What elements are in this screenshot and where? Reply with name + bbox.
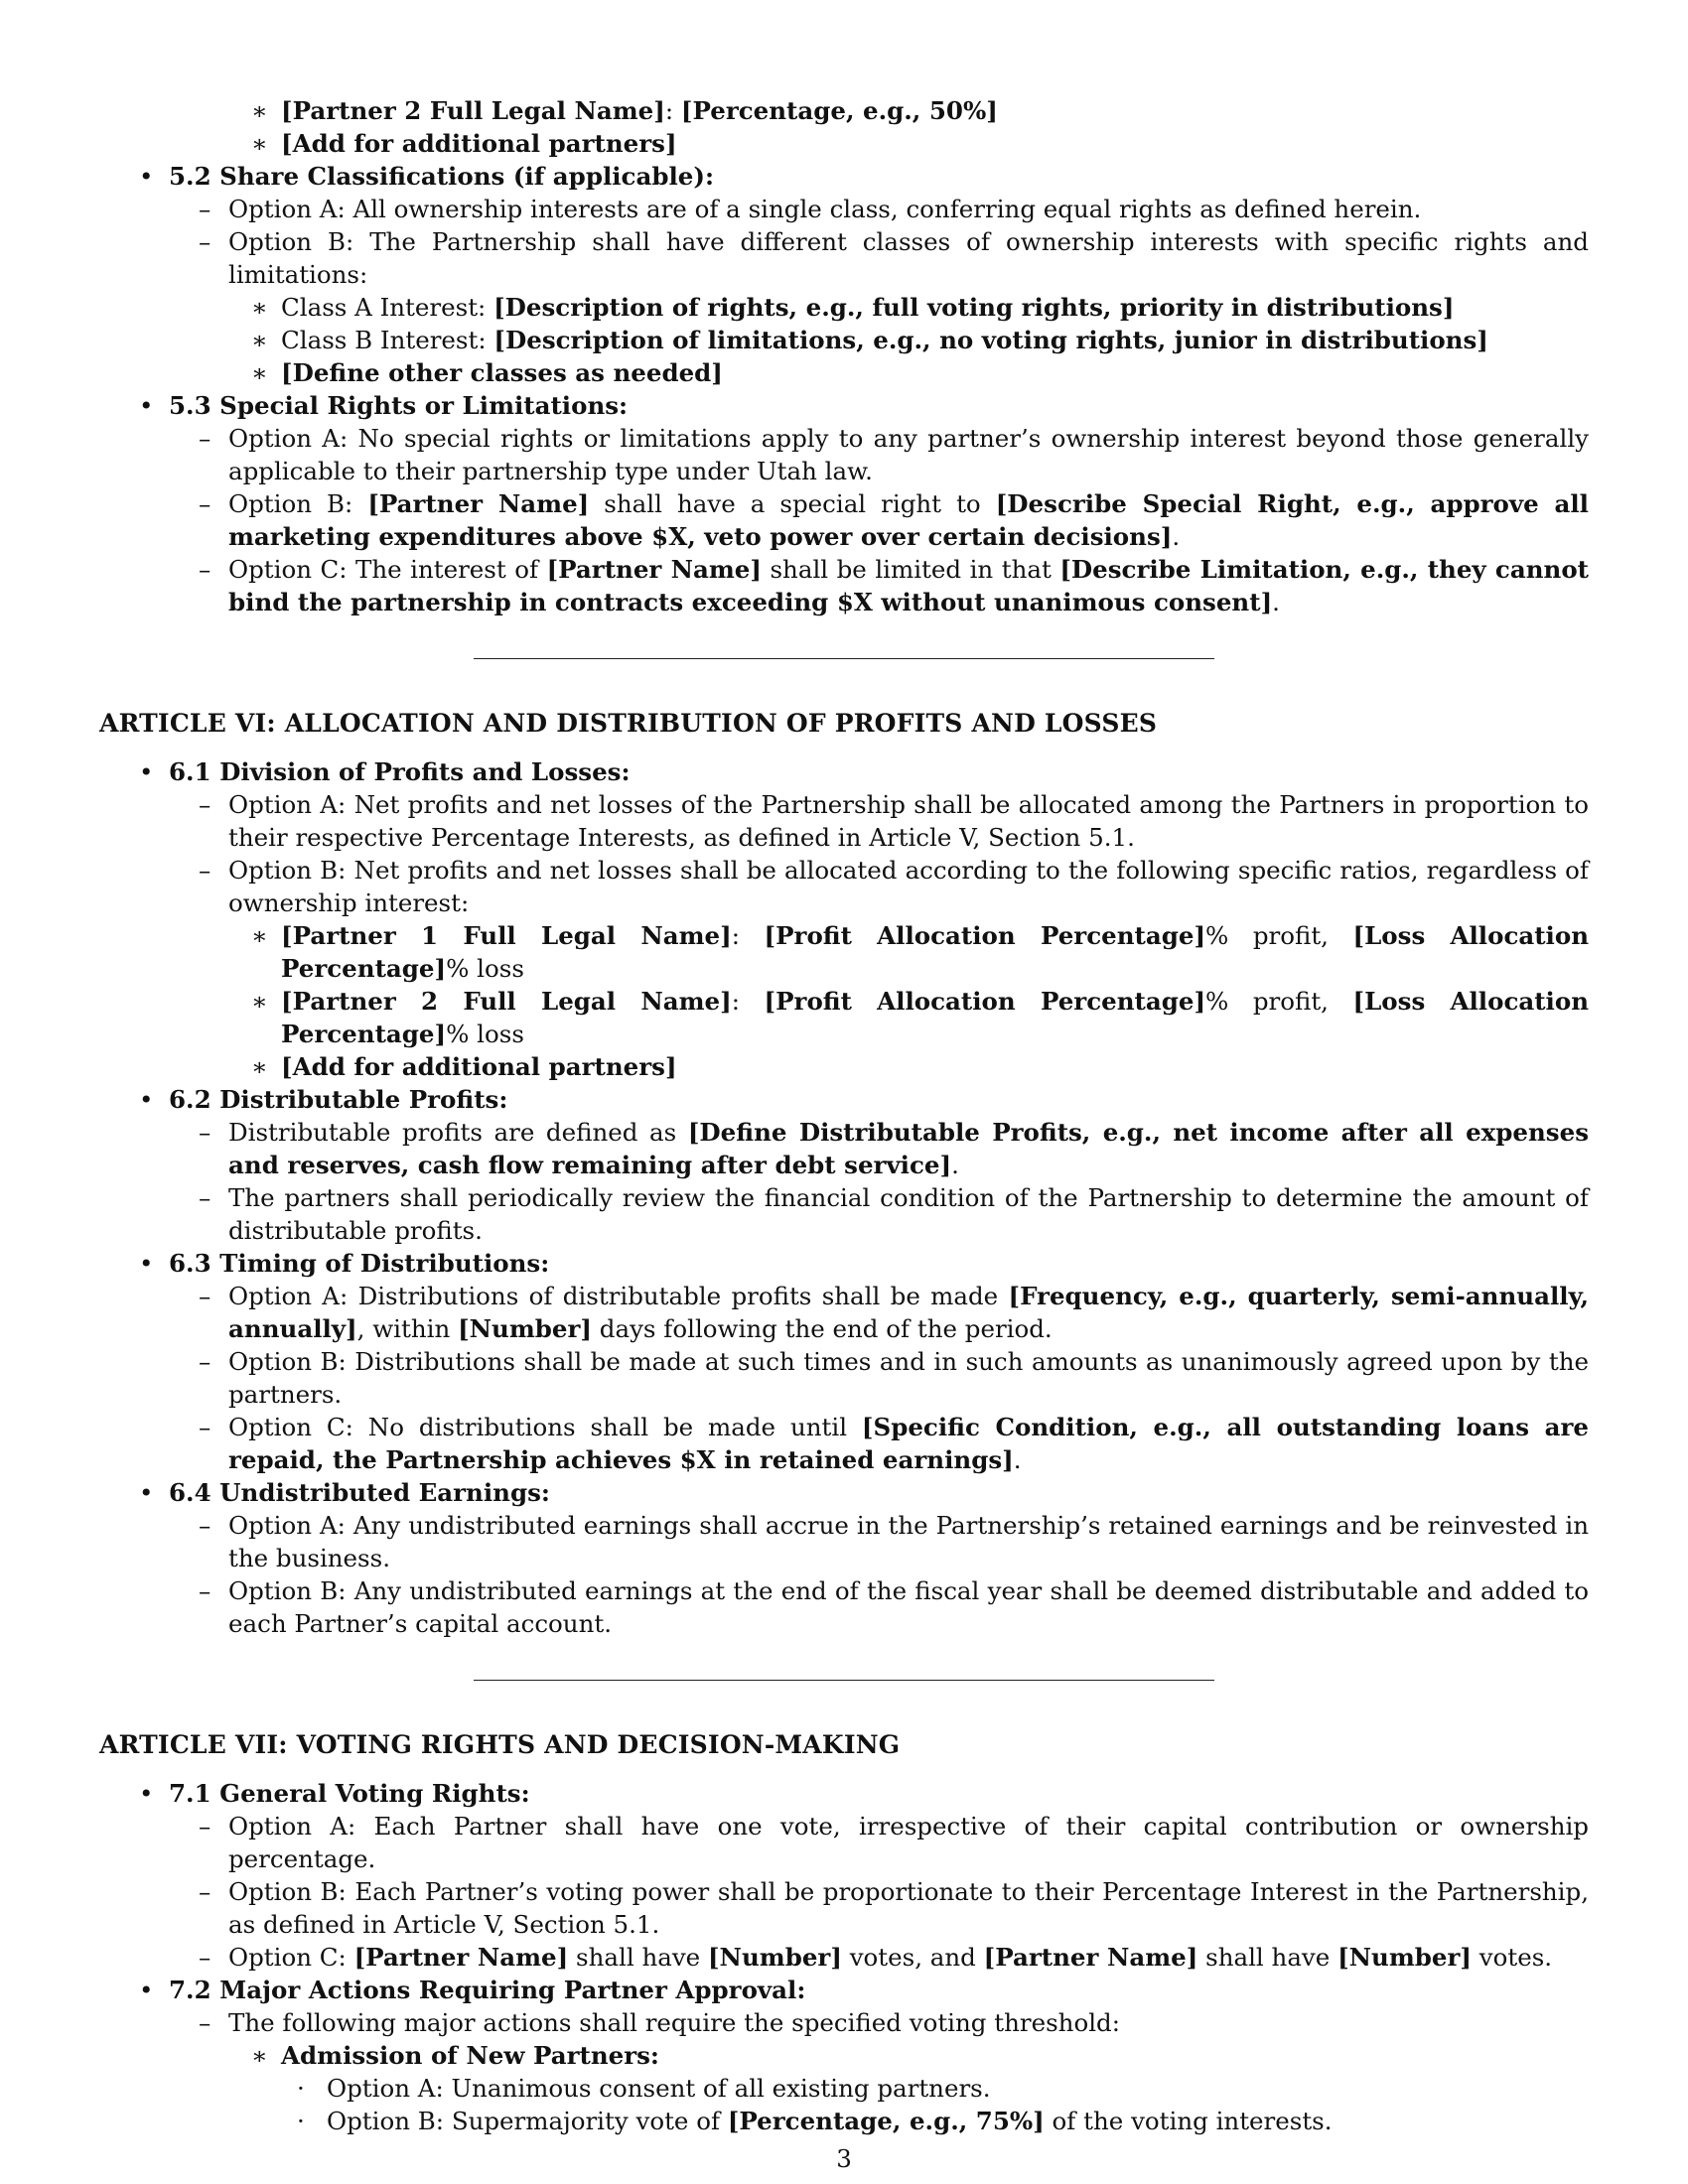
section-5-2 xyxy=(99,160,1589,193)
list-item: · Option A: Unanimous consent of all existing partners. xyxy=(297,2074,991,2103)
section-heading: 6.2 Distributable Profits: xyxy=(169,1085,508,1114)
list-item: ∗ [Partner 2 Full Legal Name]: [Profit Allocation Percentage]% profit, [Loss Allocation Percentage]% loss xyxy=(251,987,1590,1048)
option-item: – Option A: Net profits and net losses of the Partnership shall be allocated among the Partners in proportion to their respective Percentage Interests, as defined in Article V, Section 5.1. xyxy=(199,790,1589,852)
option-item: – Option C: No distributions shall be made until [Specific Condition, e.g., all outstanding loans are repaid, the Partnership achieves $X in retained earnings]. xyxy=(199,1413,1590,1474)
section-heading: 6.3 Timing of Distributions: xyxy=(169,1249,550,1278)
horizontal-divider xyxy=(474,658,1214,659)
article-heading: ARTICLE VII: VOTING RIGHTS AND DECISION-MAKING xyxy=(99,1730,901,1759)
option-item: – Option A: Each Partner shall have one vote, irrespective of their capital contribution or ownership percentage. xyxy=(199,1812,1589,1873)
list-item: ∗ Admission of New Partners: xyxy=(251,2041,659,2070)
document-page xyxy=(99,94,1589,2137)
option-item: – Option B: [Partner Name] shall have a special right to [Describe Special Right, e.g., approve all marketing expenditures above $X, veto power over certain decisions]. xyxy=(199,489,1589,551)
list-item: ∗ [Add for additional partners] xyxy=(251,1052,677,1081)
article-heading: ARTICLE VI: ALLOCATION AND DISTRIBUTION OF PROFITS AND LOSSES xyxy=(99,709,1158,738)
horizontal-divider xyxy=(474,1680,1214,1681)
list-item: ∗ [Partner 2 Full Legal Name]: [Percentage, e.g., 50%] xyxy=(251,96,998,125)
section-6-4: • 6.4 Undistributed Earnings: xyxy=(139,1478,550,1507)
option-item: – Option B: Net profits and net losses shall be allocated according to the following specific ratios, regardless of ownership interest: xyxy=(199,856,1589,917)
section-heading: 5.3 Special Rights or Limitations: xyxy=(169,391,629,420)
section-heading: 5.2 Share Classifications (if applicable): xyxy=(169,162,715,191)
option-item: – Option A: No special rights or limitations apply to any partner’s ownership interest beyond those generally applicable to their partnership type under Utah law. xyxy=(199,424,1589,485)
option-item: – Option C: The interest of [Partner Name] shall be limited in that [Describe Limitation, e.g., they cannot bind the partnership in contracts exceeding $X without unanimous consent]. xyxy=(199,555,1589,616)
option-item: – The following major actions shall require the specified voting threshold: xyxy=(199,2008,1120,2037)
section-6-2: • 6.2 Distributable Profits: xyxy=(139,1085,508,1114)
option-item: – The partners shall periodically review the financial condition of the Partnership to determine the amount of distributable profits. xyxy=(199,1183,1589,1245)
list-item: · Option B: Supermajority vote of [Percentage, e.g., 75%] of the voting interests. xyxy=(297,2107,1333,2135)
option-item: – Option A: Any undistributed earnings shall accrue in the Partnership’s retained earnings and be reinvested in the business. xyxy=(199,1511,1589,1572)
option-item: – Option B: Any undistributed earnings at the end of the fiscal year shall be deemed distributable and added to each Partner’s capital account. xyxy=(199,1576,1589,1638)
option-item: – Option B: Distributions shall be made at such times and in such amounts as unanimously agreed upon by the partners. xyxy=(199,1347,1589,1409)
asterisk-bullet: ∗ xyxy=(251,129,268,158)
option-item: – Option A: Distributions of distributable profits shall be made [Frequency, e.g., quarterly, semi-annually, annually], within [Number] days following the end of the period. xyxy=(199,1282,1590,1343)
list-item: ∗ [Define other classes as needed] xyxy=(251,358,723,387)
section-heading: 6.4 Undistributed Earnings: xyxy=(169,1478,550,1507)
option-item: – Option B: The Partnership shall have different classes of ownership interests with specific rights and limitations: xyxy=(199,227,1589,289)
section-heading: 7.2 Major Actions Requiring Partner Approval: xyxy=(169,1976,806,2004)
section-heading: 6.1 Division of Profits and Losses: xyxy=(169,757,631,786)
option-item: – Option C: [Partner Name] shall have [Number] votes, and [Partner Name] shall have [Number] votes. xyxy=(199,1943,1553,1972)
section-6-3: • 6.3 Timing of Distributions: xyxy=(139,1249,550,1278)
asterisk-bullet: ∗ xyxy=(251,96,268,125)
section-7-1: • 7.1 General Voting Rights: xyxy=(139,1779,530,1808)
list-item: ∗ Class B Interest: [Description of limitations, e.g., no voting rights, junior in distributions] xyxy=(251,326,1488,354)
section-6-1: • 6.1 Division of Profits and Losses: xyxy=(139,757,631,786)
option-item: – Option A: All ownership interests are of a single class, conferring equal rights as defined herein. xyxy=(199,195,1422,223)
bullet: • xyxy=(139,162,154,191)
option-item: – Option B: Each Partner’s voting power shall be proportionate to their Percentage Interest in the Partnership, as defined in Article V, Section 5.1. xyxy=(199,1877,1589,1939)
section-5-3: • 5.3 Special Rights or Limitations: xyxy=(139,391,629,420)
option-item: – Distributable profits are defined as [Define Distributable Profits, e.g., net income after all expenses and reserves, cash flow remaining after debt service]. xyxy=(199,1118,1589,1179)
list-item: ∗ Class A Interest: [Description of rights, e.g., full voting rights, priority in distributions] xyxy=(251,293,1455,322)
section-heading: 7.1 General Voting Rights: xyxy=(169,1779,530,1808)
page-number: 3 xyxy=(836,2144,852,2173)
list-item: ∗ [Add for additional partners] xyxy=(251,129,677,158)
list-item: ∗ [Partner 1 Full Legal Name]: [Profit Allocation Percentage]% profit, [Loss Allocation Percentage]% loss xyxy=(251,921,1590,983)
section-7-2: • 7.2 Major Actions Requiring Partner Approval: xyxy=(139,1976,806,2004)
